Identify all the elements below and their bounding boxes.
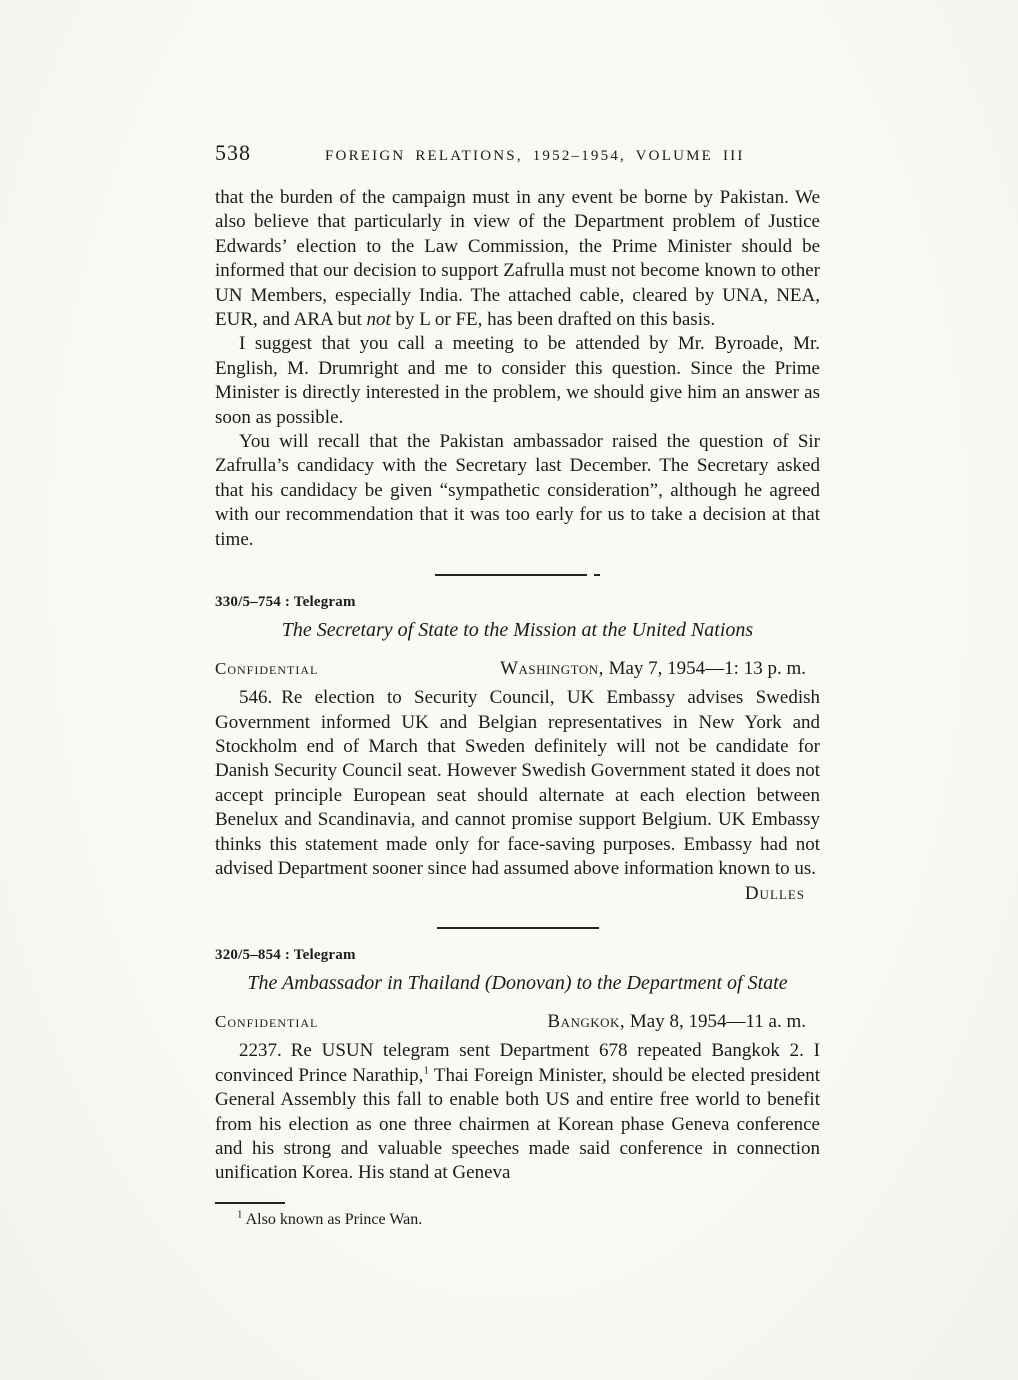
document-telegram-2237 (215, 947, 820, 1185)
source-reference: 330/5–754 : Telegram (215, 594, 356, 611)
dateline-place: Washington, (500, 658, 604, 680)
italic-word: not (366, 309, 391, 331)
footnote-text (215, 1210, 820, 1230)
classification-label: Confidential (215, 659, 319, 679)
paragraph-text: by L or FE, has been drafted on this basis. (390, 309, 716, 331)
document-telegram-546 (215, 594, 820, 905)
footnote-body: Also known as Prince Wan. (245, 1210, 423, 1228)
telegram-text: Re USUN telegram sent Department 678 repeated Bangkok 2. I convinced Prince Narathip, (215, 1040, 820, 1086)
footnote (215, 1202, 820, 1230)
page-number: 538 (215, 140, 251, 165)
footnote-marker: 1 (237, 1208, 243, 1221)
signature: Dulles (744, 883, 805, 905)
divider-line (435, 574, 587, 576)
telegram-number: 2237. (239, 1040, 282, 1062)
divider-line (437, 927, 599, 929)
continuation-paragraph (215, 186, 820, 332)
classification-row (215, 658, 806, 680)
classification-label: Confidential (215, 1012, 319, 1032)
section-divider (215, 927, 820, 929)
document-title: The Secretary of State to the Mission at the United Nations (281, 619, 754, 642)
footnote-reference: 1 (423, 1064, 429, 1077)
dateline (547, 1011, 806, 1033)
telegram-text: Thai Foreign Minister, should be elected president General Assembly this fall to enable both US and entire free world to benefit from his election as one three chairmen at Korean phase Geneva conference and his strong and valuable speeches made said conference in connection unification Korea. His stand at Geneva (215, 1064, 820, 1184)
telegram-body (215, 1039, 820, 1185)
page-header (215, 140, 820, 166)
dateline-datetime: May 7, 1954—1: 13 p. m. (603, 658, 806, 680)
telegram-body (215, 686, 820, 881)
classification-row (215, 1011, 806, 1033)
running-header: FOREIGN RELATIONS, 1952–1954, VOLUME III (325, 148, 745, 164)
dateline-place: Bangkok, (547, 1011, 626, 1033)
text-column (215, 186, 820, 1230)
source-reference: 320/5–854 : Telegram (215, 947, 356, 964)
divider-dash (594, 574, 600, 576)
paragraph: I suggest that you call a meeting to be attended by Mr. Byroade, Mr. English, M. Drumright and me to consider this question. Since the Prime Minister is directly interested in the problem, we should give him an answer as soon as possible. (215, 333, 820, 428)
section-divider (215, 574, 820, 576)
telegram-text: Re election to Security Council, UK Embassy advises Swedish Government informed UK and Belgian representatives in New York and Stockholm end of March that Sweden definitely will not be candidate for Danish Security Council seat. However Swedish Government stated it does not accept principle European seat should alternate at each election between Benelux and Scandinavia, and cannot promise support Belgium. UK Embassy thinks this statement made only for face-saving purposes. Embassy had not advised Department sooner since had assumed above information known to us. (215, 687, 820, 879)
document-title: The Ambassador in Thailand (Donovan) to the Department of State (247, 972, 788, 995)
paragraph-text: that the burden of the campaign must in any event be borne by Pakistan. We also believe that particularly in view of the Department problem of Justice Edwards’ election to the Law Commission, the Prime Minister should be informed that our decision to support Zafrulla must not become known to other UN Members, especially India. The attached cable, cleared by UNA, NEA, EUR, and ARA but (215, 187, 820, 331)
dateline (500, 658, 806, 680)
telegram-number: 546. (239, 687, 273, 709)
footnote-rule (215, 1202, 285, 1204)
dateline-datetime: May 8, 1954—11 a. m. (625, 1011, 806, 1033)
paragraph: You will recall that the Pakistan ambassador raised the question of Sir Zafrulla’s candidacy with the Secretary last December. The Secretary asked that his candidacy be given “sympathetic consideration”, although he agreed with our recommendation that it was too early for us to take a decision at that time. (215, 431, 820, 550)
